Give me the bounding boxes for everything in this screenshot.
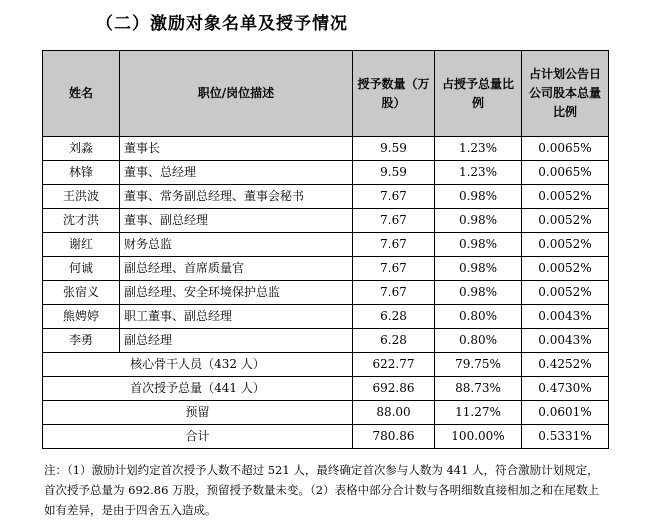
cell-summary-label: 核心骨干人员（432 人） — [43, 353, 353, 377]
cell-ratio-capital: 0.0052% — [522, 233, 609, 257]
incentive-table — [42, 50, 609, 449]
cell-shares: 7.67 — [353, 233, 435, 257]
table-row — [43, 329, 609, 353]
table-row — [43, 185, 609, 209]
header-name: 姓名 — [43, 51, 120, 137]
table-row — [43, 305, 609, 329]
cell-position: 董事、副总经理 — [120, 209, 353, 233]
cell-ratio-grant: 0.98% — [435, 185, 522, 209]
cell-ratio-grant: 11.27% — [435, 401, 522, 425]
cell-summary-label: 预留 — [43, 401, 353, 425]
cell-ratio-capital: 0.0601% — [522, 401, 609, 425]
table-row — [43, 161, 609, 185]
cell-summary-label: 首次授予总量（441 人） — [43, 377, 353, 401]
cell-ratio-grant: 0.98% — [435, 233, 522, 257]
header-shares: 授予数量（万股） — [353, 51, 435, 137]
cell-shares: 88.00 — [353, 401, 435, 425]
cell-ratio-capital: 0.4730% — [522, 377, 609, 401]
header-ratio-grant: 占授予总量比例 — [435, 51, 522, 137]
cell-ratio-grant: 0.98% — [435, 281, 522, 305]
cell-shares: 7.67 — [353, 281, 435, 305]
cell-shares: 622.77 — [353, 353, 435, 377]
cell-ratio-capital: 0.0052% — [522, 209, 609, 233]
header-row — [43, 51, 609, 137]
cell-name: 王洪波 — [43, 185, 120, 209]
cell-shares: 9.59 — [353, 161, 435, 185]
cell-ratio-capital: 0.0043% — [522, 305, 609, 329]
cell-name: 林锋 — [43, 161, 120, 185]
cell-name: 李勇 — [43, 329, 120, 353]
cell-name: 刘淼 — [43, 137, 120, 161]
cell-ratio-grant: 0.98% — [435, 209, 522, 233]
cell-position: 董事、常务副总经理、董事会秘书 — [120, 185, 353, 209]
summary-row — [43, 377, 609, 401]
cell-ratio-grant: 79.75% — [435, 353, 522, 377]
cell-shares: 692.86 — [353, 377, 435, 401]
cell-position: 职工董事、副总经理 — [120, 305, 353, 329]
cell-ratio-capital: 0.0065% — [522, 161, 609, 185]
cell-shares: 780.86 — [353, 425, 435, 449]
cell-ratio-grant: 0.80% — [435, 305, 522, 329]
cell-ratio-grant: 1.23% — [435, 137, 522, 161]
cell-name: 熊娉婷 — [43, 305, 120, 329]
cell-ratio-grant: 1.23% — [435, 161, 522, 185]
cell-ratio-capital: 0.4252% — [522, 353, 609, 377]
cell-ratio-capital: 0.0052% — [522, 185, 609, 209]
cell-position: 副总经理、首席质量官 — [120, 257, 353, 281]
summary-row — [43, 353, 609, 377]
table-row — [43, 233, 609, 257]
cell-name: 张宿义 — [43, 281, 120, 305]
cell-position: 副总经理、安全环境保护总监 — [120, 281, 353, 305]
cell-position: 董事、总经理 — [120, 161, 353, 185]
cell-ratio-capital: 0.0043% — [522, 329, 609, 353]
cell-name: 沈才洪 — [43, 209, 120, 233]
footnote: 注：（1）激励计划约定首次授予人数不超过 521 人，最终确定首次参与人数为 441 人，符合激励计划规定，首次授予总量为 692.86 万股，预留授予数量未变。（2）表格中部分合计数与各明细数直接相加之和在尾数上如有差异，是由于四舍五入造成。 — [44, 463, 600, 517]
summary-row — [43, 401, 609, 425]
cell-ratio-capital: 0.0065% — [522, 137, 609, 161]
summary-row — [43, 425, 609, 449]
cell-ratio-capital: 0.0052% — [522, 281, 609, 305]
cell-ratio-grant: 0.98% — [435, 257, 522, 281]
cell-position: 财务总监 — [120, 233, 353, 257]
table-row — [43, 281, 609, 305]
section-title: （二）激励对象名单及授予情况 — [96, 14, 348, 34]
header-ratio-capital: 占计划公告日公司股本总量比例 — [522, 51, 609, 137]
cell-summary-label: 合计 — [43, 425, 353, 449]
cell-ratio-capital: 0.5331% — [522, 425, 609, 449]
cell-ratio-grant: 88.73% — [435, 377, 522, 401]
cell-shares: 7.67 — [353, 257, 435, 281]
cell-shares: 7.67 — [353, 185, 435, 209]
cell-position: 副总经理 — [120, 329, 353, 353]
header-position: 职位/岗位描述 — [120, 51, 353, 137]
table-row — [43, 257, 609, 281]
cell-name: 谢红 — [43, 233, 120, 257]
cell-shares: 6.28 — [353, 305, 435, 329]
table-row — [43, 137, 609, 161]
cell-shares: 7.67 — [353, 209, 435, 233]
cell-ratio-capital: 0.0052% — [522, 257, 609, 281]
cell-position: 董事长 — [120, 137, 353, 161]
cell-shares: 9.59 — [353, 137, 435, 161]
cell-shares: 6.28 — [353, 329, 435, 353]
table-row — [43, 209, 609, 233]
cell-ratio-grant: 0.80% — [435, 329, 522, 353]
cell-name: 何诚 — [43, 257, 120, 281]
cell-ratio-grant: 100.00% — [435, 425, 522, 449]
